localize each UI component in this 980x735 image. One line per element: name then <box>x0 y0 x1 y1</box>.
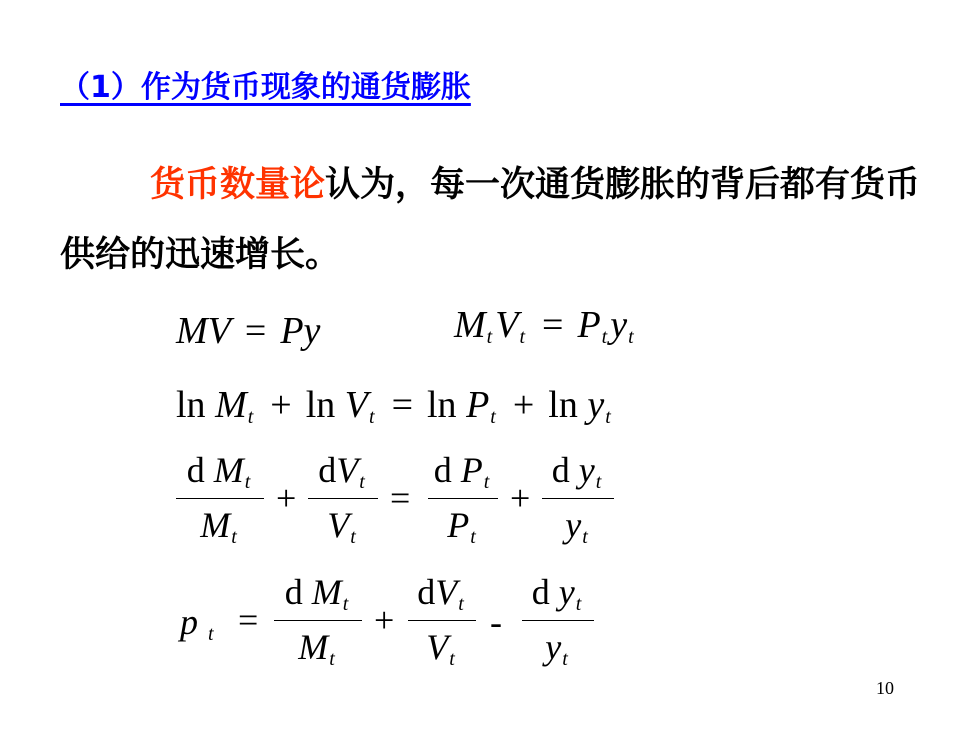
plus-sign: + <box>510 478 531 518</box>
page-number: 10 <box>876 678 894 698</box>
equation-quantity-time: $M_tV_t = P_ty_t$ <box>454 304 634 348</box>
fraction-output-growth: d $y_t$ $y_t$ <box>522 574 594 669</box>
equals-sign: = <box>238 600 259 640</box>
fraction-money-growth: d $M_t$ $M_t$ <box>274 574 362 669</box>
fraction-price-growth: d $P_t$ $P_t$ <box>428 452 498 547</box>
body-paragraph <box>60 150 940 290</box>
equals-sign: = <box>390 478 411 518</box>
minus-sign: - <box>490 602 502 642</box>
equation-quantity: MV = Py <box>176 310 321 352</box>
fraction-velocity-growth: $dV_t$ $V_t$ <box>308 452 378 547</box>
inflation-symbol: p $_t$ <box>180 602 214 645</box>
emphasis-term: 货币数量论 <box>150 165 326 205</box>
plus-sign: + <box>374 600 395 640</box>
fraction-money-growth: d $M_t$ $M_t$ <box>176 452 264 547</box>
plus-sign: + <box>276 478 297 518</box>
fraction-output-growth: d $y_t$ $y_t$ <box>542 452 614 547</box>
fraction-velocity-growth: $dV_t$ $V_t$ <box>408 574 476 669</box>
section-heading: （1）作为货币现象的通货膨胀 <box>60 70 471 105</box>
paragraph-text: 认为，每一次通货膨胀的背后都有货币供给的迅速增长。 <box>60 165 921 275</box>
equation-log: $\ln M_t + \ln V_t = \ln P_t + \ln y_t$ <box>176 384 611 428</box>
